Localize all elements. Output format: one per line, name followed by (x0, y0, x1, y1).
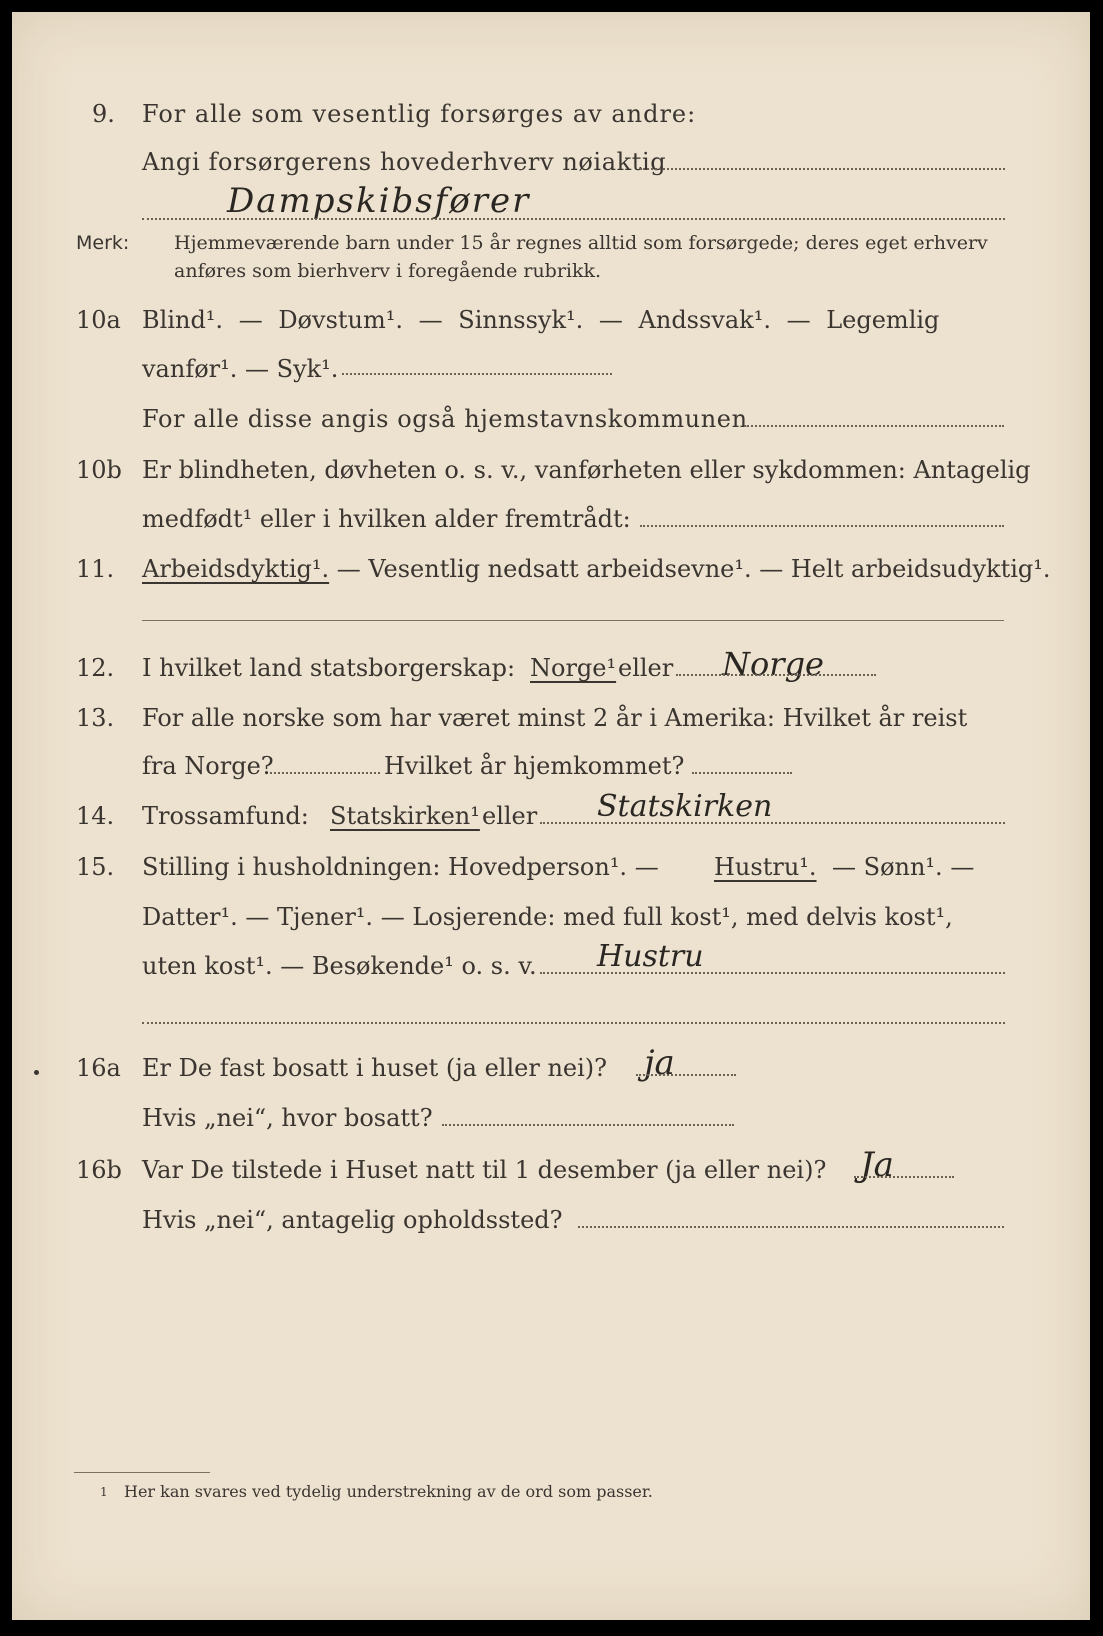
q15-handwritten-answer: Hustru (597, 939, 704, 974)
q14-suffix: eller (482, 802, 538, 830)
q16b-line2: Hvis „nei“, antagelig opholdssted? (142, 1206, 563, 1234)
merk-line1: Hjemmeværende barn under 15 år regnes alltid som forsørgede; deres eget erhverv (174, 232, 988, 254)
q9-line2: Angi forsørgerens hovederhverv nøiaktig (142, 148, 667, 176)
q10a-number: 10a (76, 306, 121, 334)
q10a-kommune-line (744, 425, 1004, 427)
census-form-page (12, 12, 1090, 1620)
q15-line3: uten kost¹. — Besøkende¹ o. s. v. (142, 952, 537, 980)
q14-number: 14. (76, 802, 115, 830)
q10b-alder-line (640, 525, 1004, 527)
footnote-mark: 1 (100, 1485, 108, 1499)
q12-handwritten-answer: Norge (722, 645, 824, 683)
footnote-text: Her kan svares ved tydelig understrekning av de ord som passer. (124, 1482, 653, 1501)
q14-underlined-option: Statskirken¹ (330, 802, 480, 830)
q16a-line1: Er De fast bosatt i huset (ja eller nei)? (142, 1054, 608, 1082)
q13-line2b: Hvilket år hjemkommet? (384, 752, 685, 780)
q12-underlined-option: Norge¹ (530, 654, 617, 682)
q10a-line2: vanfør¹. — Syk¹. (142, 355, 339, 383)
q11-underlined-option: Arbeidsdyktig¹. (142, 555, 330, 583)
q13-number: 13. (76, 704, 115, 732)
q16b-line1: Var De tilstede i Huset natt til 1 desember (ja eller nei)? (142, 1156, 827, 1184)
q16a-bosatt-line (442, 1124, 734, 1126)
q10b-line1: Er blindheten, døvheten o. s. v., vanførheten eller sykdommen: Antagelig (142, 456, 1031, 484)
q11-answer-line (142, 620, 1004, 621)
q13-reist-line (270, 772, 380, 774)
q15-line1a: Stilling i husholdningen: Hovedperson¹. — (142, 853, 659, 881)
q9-line1: For alle som vesentlig forsørges av andre: (142, 100, 697, 128)
q9-answer-line (142, 218, 1005, 220)
q14-answer-line (540, 822, 1005, 824)
q13-line1: For alle norske som har været minst 2 år i Amerika: Hvilket år reist (142, 704, 968, 732)
q14-handwritten-answer: Statskirken (597, 789, 773, 824)
q16a-answer-line (636, 1074, 736, 1076)
q10a-syk-line (342, 373, 612, 375)
q16b-answer-line (854, 1176, 954, 1178)
q11-line (142, 557, 1051, 581)
margin-mark (34, 1070, 39, 1075)
q10b-line2: medfødt¹ eller i hvilken alder fremtrådt: (142, 505, 631, 533)
q16b-handwritten-answer: Ja (860, 1145, 894, 1185)
q10a-line1: Blind¹. — Døvstum¹. — Sinnssyk¹. — Andssvak¹. — Legemlig (142, 306, 940, 334)
q9-handwritten-answer: Dampskibsfører (227, 181, 531, 221)
q16b-number: 16b (76, 1156, 122, 1184)
q9-number: 9. (92, 100, 115, 128)
q14-prefix: Trossamfund: (142, 802, 309, 830)
q12-number: 12. (76, 654, 115, 682)
q16a-handwritten-answer: ja (644, 1043, 675, 1083)
footnote-rule (74, 1472, 210, 1473)
q12-answer-line (676, 674, 876, 676)
q11-rest: — Vesentlig nedsatt arbeidsevne¹. — Helt arbeidsudyktig¹. (329, 555, 1051, 583)
q13-hjemkommet-line (692, 772, 792, 774)
q15-line1b: — Sønn¹. — (832, 853, 975, 881)
q11-number: 11. (76, 555, 115, 583)
q15-underlined-option: Hustru¹. (714, 853, 817, 881)
q15-answer-line (540, 972, 1005, 974)
merk-line2: anføres som bierhverv i foregående rubrikk. (174, 260, 602, 282)
q12-suffix: eller (618, 654, 674, 682)
q9-dotted-line (640, 168, 1005, 170)
q10b-number: 10b (76, 456, 122, 484)
q15-line2: Datter¹. — Tjener¹. — Losjerende: med full kost¹, med delvis kost¹, (142, 903, 953, 931)
q15-extra-line (142, 1022, 1005, 1024)
q16a-line2: Hvis „nei“, hvor bosatt? (142, 1104, 433, 1132)
q12-prefix: I hvilket land statsborgerskap: (142, 654, 516, 682)
q16a-number: 16a (76, 1054, 121, 1082)
q16b-opholdssted-line (578, 1226, 1004, 1228)
q10a-line3: For alle disse angis også hjemstavnskommunen (142, 405, 748, 433)
merk-label: Merk: (76, 232, 130, 254)
q13-line2a: fra Norge? (142, 752, 274, 780)
q15-number: 15. (76, 853, 115, 881)
